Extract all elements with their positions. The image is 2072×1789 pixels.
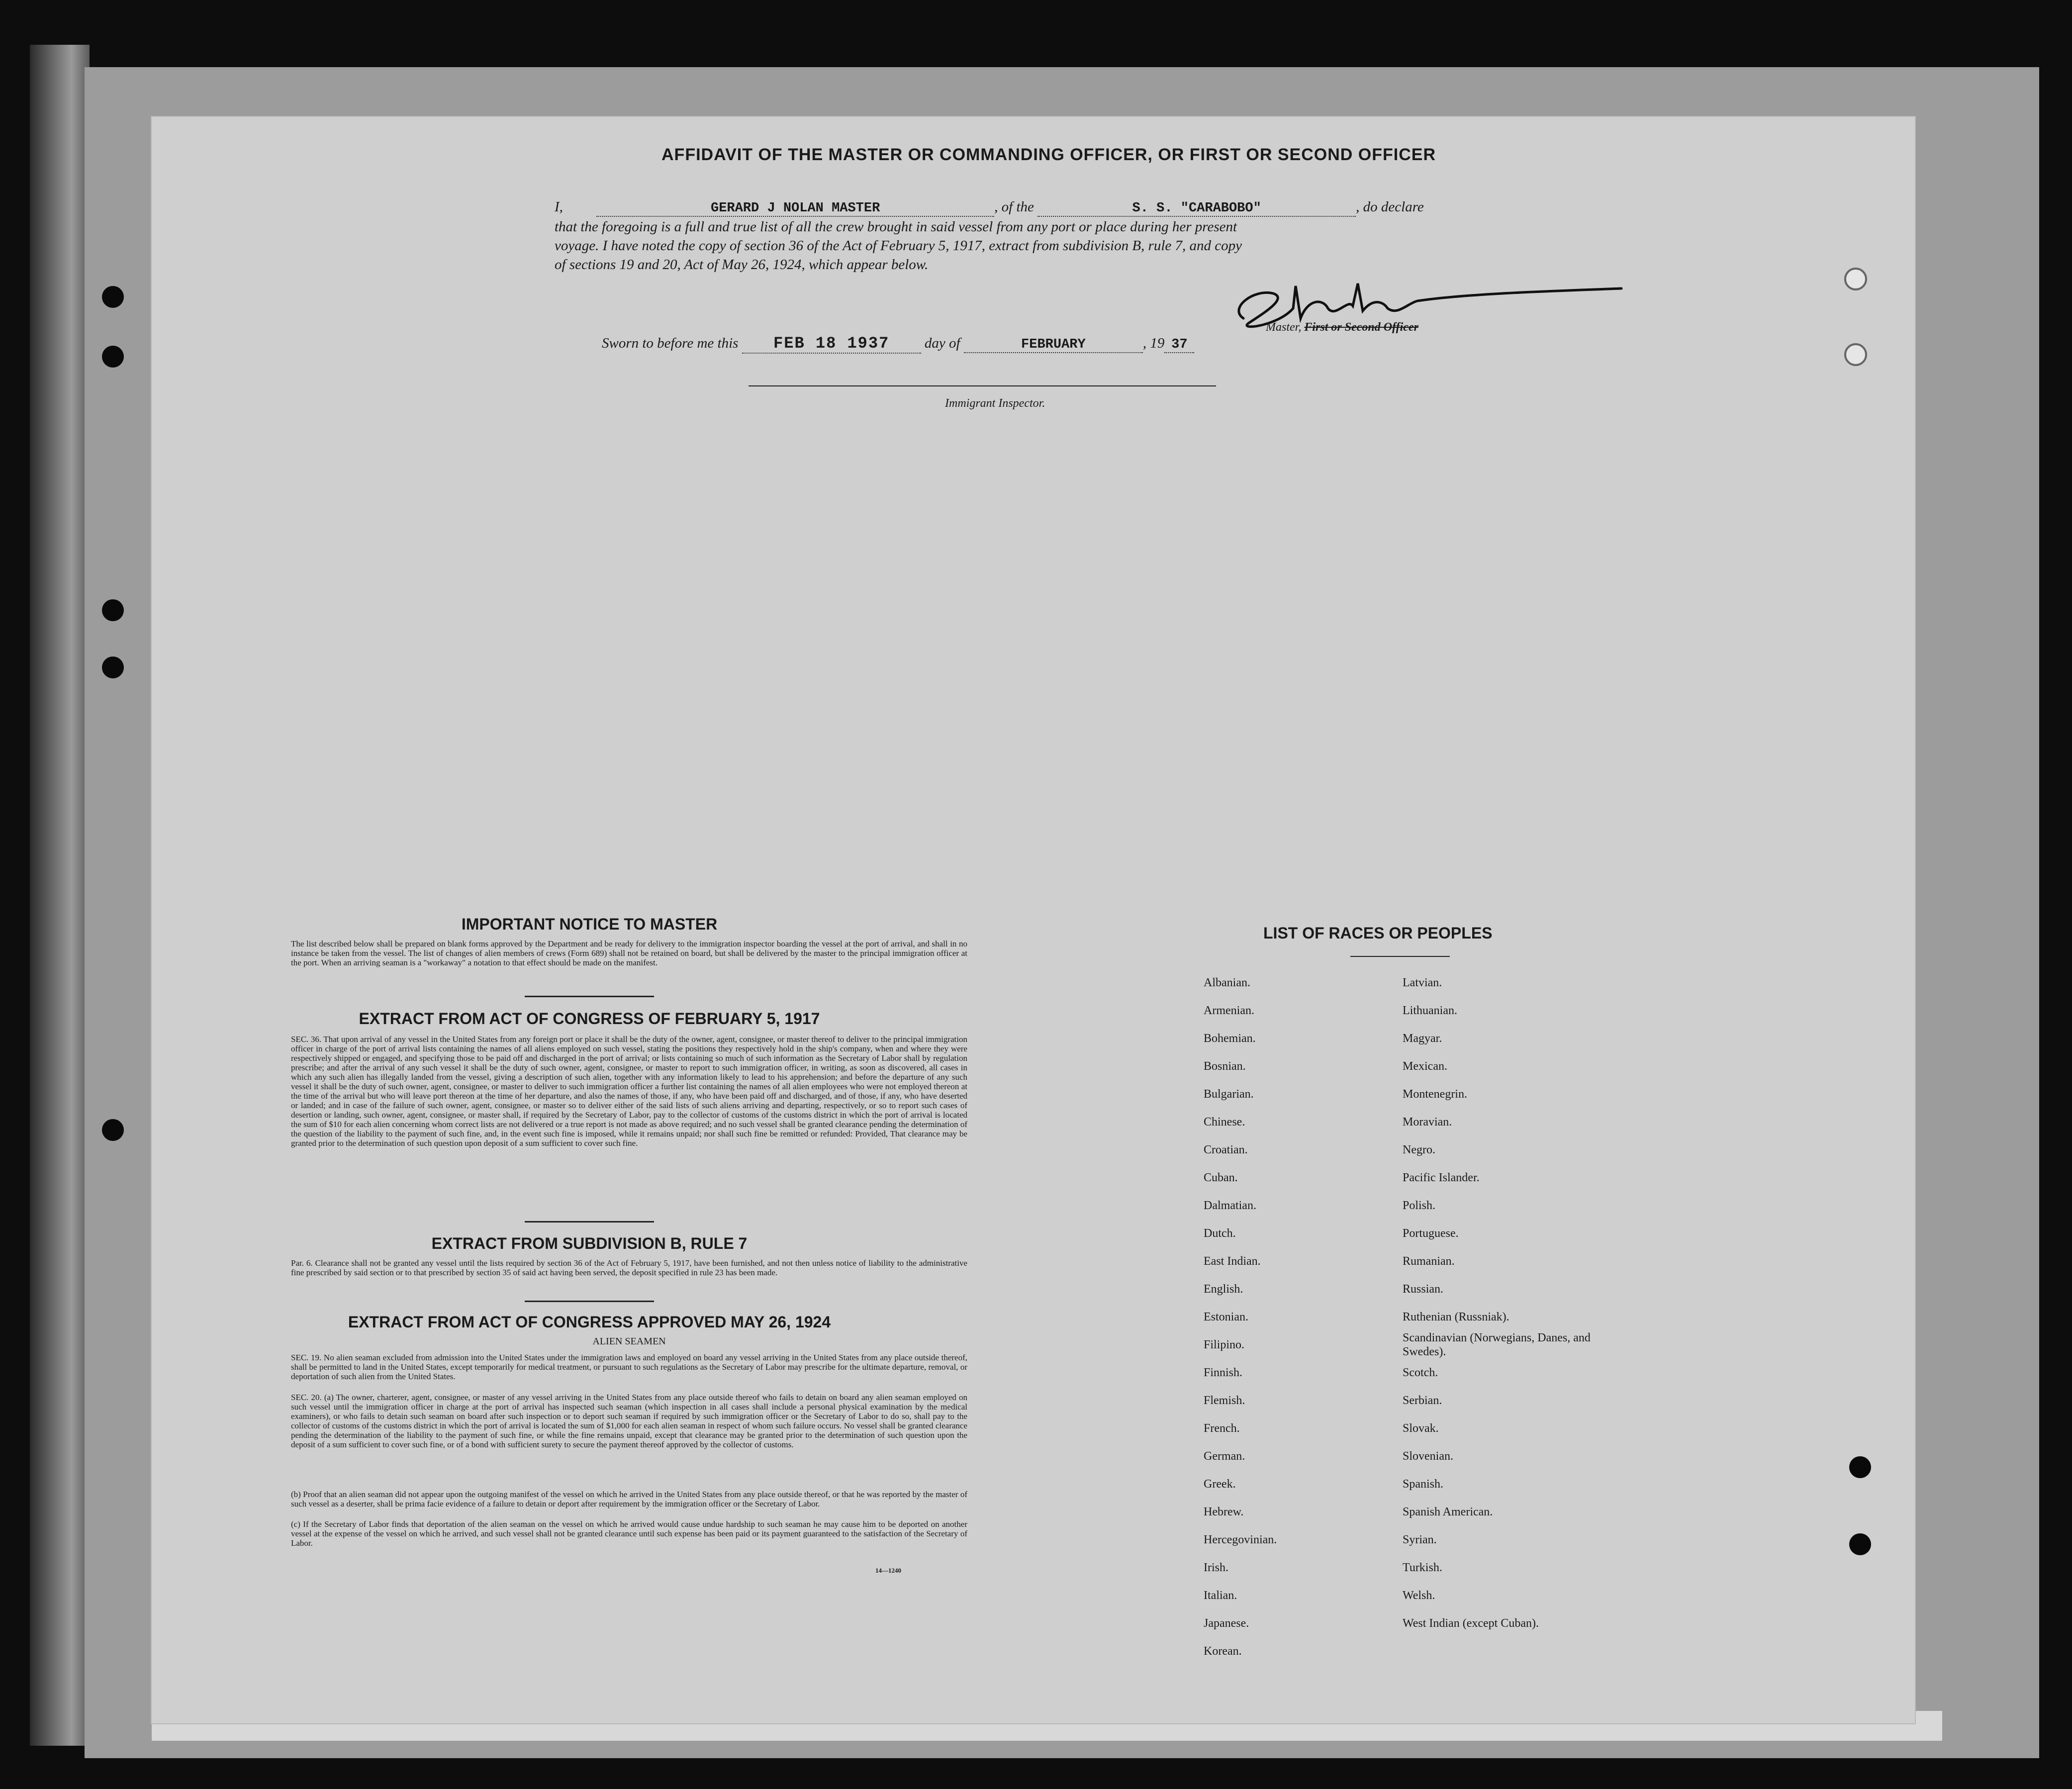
reinforced-hole — [1844, 268, 1867, 290]
race-item: Rumanian. — [1403, 1255, 1455, 1268]
reinforced-hole — [1844, 343, 1867, 366]
race-item: Serbian. — [1403, 1394, 1442, 1407]
punch-hole — [1849, 1533, 1871, 1555]
race-item: Ruthenian (Russniak). — [1403, 1311, 1509, 1323]
affidavit-title: AFFIDAVIT OF THE MASTER OR COMMANDING OFFICER, OR FIRST OR SECOND OFFICER — [661, 145, 1436, 164]
race-item: Mexican. — [1403, 1060, 1447, 1073]
race-item: Syrian. — [1403, 1533, 1437, 1546]
race-item: Cuban. — [1204, 1171, 1238, 1184]
race-item: French. — [1204, 1422, 1240, 1435]
declaration-line-4: of sections 19 and 20, Act of May 26, 1924, which appear below. — [555, 257, 929, 273]
race-item: Slovak. — [1403, 1422, 1439, 1435]
sworn-date-stamp: FEB 18 1937 — [742, 334, 921, 354]
race-item: Hebrew. — [1204, 1506, 1244, 1518]
race-item: Spanish American. — [1403, 1506, 1493, 1518]
of-the-text: , of the — [994, 199, 1034, 215]
race-item: Albanian. — [1204, 976, 1250, 989]
race-item: Polish. — [1403, 1199, 1436, 1212]
race-item: Chinese. — [1204, 1116, 1245, 1129]
race-item: Greek. — [1204, 1478, 1236, 1491]
race-item: Moravian. — [1403, 1116, 1452, 1129]
extract-1917-title: EXTRACT FROM ACT OF CONGRESS OF FEBRUARY 5, 1917 — [359, 1010, 820, 1028]
race-item: Dutch. — [1204, 1227, 1236, 1240]
form-number: 14—1240 — [875, 1567, 901, 1574]
race-item: Negro. — [1403, 1143, 1435, 1156]
race-item: Bosnian. — [1204, 1060, 1246, 1073]
race-item: Portuguese. — [1403, 1227, 1459, 1240]
notice-text: The list described below shall be prepared on blank forms approved by the Department and be ready for delivery to the immigration inspector boarding the vessel at the port of arrival, and shall in no instance be taken from the vessel. The list of changes of alien members of crews (Form 689) shall not be retained on board, but shall be delivered by the master to the principal immigration officer at the port. When an arriving seaman is a "workaway" a notation to that effect should be made on the manifest. — [291, 939, 967, 967]
sec20a-text: SEC. 20. (a) The owner, charterer, agent, consignee, or master of any vessel arriving in the United States from any place outside thereof who fails to detain on board any alien seaman employed on such vessel until the immigration officer in charge at the port of arrival has inspected such seaman (which inspection in all cases shall include a personal physical examination by the medical examiners), or who fails to detain such seaman on board after such inspection or to deport such seaman if required by such immigration officer or the Secretary of Labor to do so, shall pay to the collector of customs of the customs district in which the port of arrival is located the sum of $1,000 for each alien seaman in respect of whom such failure occurs. No vessel shall be granted clearance pending the determination of the liability to the payment of such fine, or while the fine remains unpaid, except that clearance may be granted prior to the determination of such question upon the deposit of a sum sufficient to cover such fine, or of a bond with sufficient surety to secure the payment thereof approved by the collector of customs. — [291, 1393, 967, 1449]
punch-hole — [102, 286, 124, 308]
race-item: Russian. — [1403, 1283, 1444, 1296]
sworn-line — [602, 334, 1194, 354]
punch-hole — [102, 1119, 124, 1141]
divider — [1350, 956, 1450, 957]
extract-rule7-title: EXTRACT FROM SUBDIVISION B, RULE 7 — [431, 1234, 748, 1252]
inspector-signature-line — [749, 385, 1216, 386]
races-title: LIST OF RACES OR PEOPLES — [1263, 924, 1493, 942]
race-item: Bulgarian. — [1204, 1088, 1254, 1101]
races-left-column — [1204, 969, 1277, 1665]
race-item: Scandinavian (Norwegians, Danes, and Swedes). — [1403, 1331, 1591, 1358]
race-item: Hercegovinian. — [1204, 1533, 1277, 1546]
punch-hole — [102, 657, 124, 678]
inspector-label: Immigrant Inspector. — [945, 397, 1045, 410]
race-item: Spanish. — [1403, 1478, 1444, 1491]
race-item: Magyar. — [1403, 1032, 1442, 1045]
extract-1924-subtitle: ALIEN SEAMEN — [592, 1336, 666, 1347]
intro-text: I, — [555, 199, 563, 215]
sec20b-text: (b) Proof that an alien seaman did not appear upon the outgoing manifest of the vessel on which he arrived in the United States from any place outside thereof, or that he was reported by the master of such vessel as a deserter, shall be prima facie evidence of a failure to detain or deport after requirement by the immigration officer or the Secretary of Labor. — [291, 1490, 967, 1508]
race-item: Croatian. — [1204, 1143, 1248, 1156]
month-field: FEBRUARY — [964, 337, 1143, 353]
officer-name-field: GERARD J NOLAN MASTER — [596, 201, 994, 217]
day-of-text: day of — [924, 335, 960, 351]
race-item: Turkish. — [1403, 1561, 1442, 1574]
race-item: Filipino. — [1204, 1338, 1245, 1351]
punch-hole — [102, 346, 124, 368]
race-item: Bohemian. — [1204, 1032, 1256, 1045]
punch-hole — [102, 599, 124, 621]
extract-rule7-text: Par. 6. Clearance shall not be granted any vessel until the lists required by section 36 of the Act of February 5, 1917, have been furnished, and not then unless notice of liability to the administrative fine prescribed by said section or to that prescribed by section 35 of said act having been served, the deposit specified in rule 23 has been made. — [291, 1258, 967, 1277]
divider — [525, 1301, 654, 1302]
race-item: German. — [1204, 1450, 1245, 1463]
race-item: Lithuanian. — [1403, 1004, 1457, 1017]
struck-officer-text: First or Second Officer — [1304, 321, 1418, 334]
punch-hole — [1849, 1456, 1871, 1478]
race-item: Italian. — [1204, 1589, 1237, 1602]
race-item: Welsh. — [1403, 1589, 1435, 1602]
race-item: Korean. — [1204, 1645, 1242, 1658]
race-item: Dalmatian. — [1204, 1199, 1256, 1212]
race-item: Irish. — [1204, 1561, 1228, 1574]
vessel-name-field: S. S. "CARABOBO" — [1037, 201, 1356, 217]
notice-title: IMPORTANT NOTICE TO MASTER — [461, 915, 718, 933]
master-line — [1266, 321, 1418, 334]
scanner-edge — [30, 45, 90, 1746]
declaration-line-1 — [555, 199, 1424, 217]
sec19-text: SEC. 19. No alien seaman excluded from admission into the United States under the immigration laws and employed on board any vessel arriving in the United States from any place outside thereof, shall be permitted to land in the United States, except temporarily for medical treatment, or pursuant to such regulations as the Secretary of Labor may prescribe for the ultimate departure, removal, or deportation of such alien from the United States. — [291, 1353, 967, 1381]
extract-1917-text: SEC. 36. That upon arrival of any vessel in the United States from any foreign port or place it shall be the duty of the owner, agent, consignee, or master thereof to deliver to the principal immigration officer in charge of the port of arrival lists containing the names of all aliens employed on such vessel, stating the positions they respectively hold in the ship's company, when and where they were respectively shipped or engaged, and specifying those to be paid off and discharged in the port of arrival; or lists containing so much of such information as the Secretary of Labor shall by regulation prescribe; and after the arrival of any such vessel it shall be the duty of such owner, agent, consignee, or master to report to such immigration officer, in writing, as soon as discovered, all cases in which any such alien has illegally landed from the vessel, giving a description of such alien, together with any information likely to lead to his apprehension; and before the departure of any such vessel it shall be the duty of such owner, agent, consignee, or master to deliver to such immigration officer a further list containing the names of all alien employees who were not employed thereon at the time of the arrival but who will leave port thereon at the time of her departure, and also the names of those, if any, who have been paid off and discharged, and of those, if any, who have deserted or landed; and in case of the failure of such owner, agent, consignee, or master so to deliver either of the said lists of such aliens arriving and departing, respectively, or so to report such cases of desertion or landing, such owner, agent, consignee, or master shall, if required by the Secretary of Labor, pay to the collector of customs of the customs district in which the port of arrival is located the sum of $10 for each alien concerning whom correct lists are not delivered or a true report is not made as above required; and no such vessel shall be granted clearance pending the determination of the question of the liability to the payment of such fine, and, in the event such fine is imposed, while it remains unpaid; nor shall such fine be remitted or refunded: Provided, That clearance may be granted prior to the determination of such question upon deposit of a sum sufficient to cover such fine. — [291, 1035, 967, 1148]
sec20c-text: (c) If the Secretary of Labor finds that deportation of the alien seaman on the vessel on which he arrived would cause undue hardship to such seaman he may cause him to be deported on another vessel at the expense of the vessel on which he arrived, and such vessel shall not be granted clearance until such expense has been paid or its payment guaranteed to the satisfaction of the Secretary of Labor. — [291, 1519, 967, 1548]
race-item: Japanese. — [1204, 1617, 1249, 1630]
race-item: Estonian. — [1204, 1311, 1248, 1323]
declaration-line-2: that the foregoing is a full and true list of all the crew brought in said vessel from any port or place during her present — [555, 219, 1237, 235]
year-prefix: , 19 — [1142, 335, 1165, 351]
divider — [525, 1221, 654, 1223]
race-item: Latvian. — [1403, 976, 1442, 989]
races-right-column — [1403, 969, 1592, 1637]
race-item: English. — [1204, 1283, 1243, 1296]
race-item: Flemish. — [1204, 1394, 1245, 1407]
race-item: East Indian. — [1204, 1255, 1261, 1268]
race-item: Scotch. — [1403, 1366, 1438, 1379]
race-item: Finnish. — [1204, 1366, 1243, 1379]
race-item: Montenegrin. — [1403, 1088, 1467, 1101]
race-item: Pacific Islander. — [1403, 1171, 1480, 1184]
race-item: Armenian. — [1204, 1004, 1254, 1017]
year-field: 37 — [1164, 337, 1194, 353]
race-item: West Indian (except Cuban). — [1403, 1617, 1539, 1630]
sworn-prefix: Sworn to before me this — [602, 335, 739, 351]
master-label: Master, — [1266, 321, 1302, 334]
race-item: Slovenian. — [1403, 1450, 1453, 1463]
extract-1924-title: EXTRACT FROM ACT OF CONGRESS APPROVED MAY 26, 1924 — [348, 1313, 831, 1331]
do-declare-text: , do declare — [1356, 199, 1424, 215]
declaration-line-3: voyage. I have noted the copy of section 36 of the Act of February 5, 1917, extract from subdivision B, rule 7, and copy — [555, 238, 1242, 254]
divider — [525, 996, 654, 997]
